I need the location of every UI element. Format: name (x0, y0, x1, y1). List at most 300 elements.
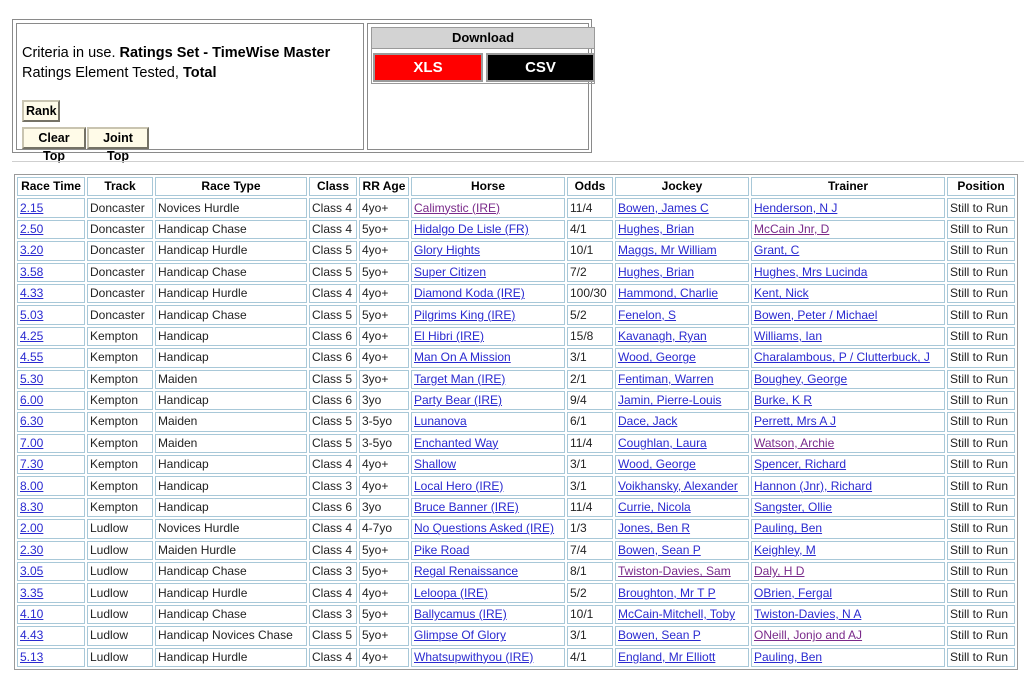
rr-age-cell: 5yo+ (359, 541, 409, 560)
position-cell: Still to Run (947, 284, 1015, 303)
track-cell: Ludlow (87, 648, 153, 667)
horse-link[interactable]: Pike Road (414, 542, 470, 557)
horse-cell (411, 241, 565, 260)
trainer-link[interactable]: Spencer, Richard (754, 457, 847, 472)
jockey-link[interactable]: Fenelon, S (618, 307, 677, 322)
xls-download-button[interactable]: XLS (373, 53, 483, 82)
race-time-link[interactable]: 2.50 (20, 221, 44, 236)
odds-cell: 4/1 (567, 648, 613, 667)
jockey-link[interactable]: Kavanagh, Ryan (618, 328, 707, 343)
trainer-cell (751, 455, 945, 474)
jockey-link[interactable]: Bowen, Sean P (618, 542, 701, 557)
position-cell: Still to Run (947, 348, 1015, 367)
jockey-link[interactable]: Currie, Nicola (618, 500, 691, 515)
rr-age-cell: 3-5yo (359, 412, 409, 431)
jockey-link[interactable]: Dace, Jack (618, 414, 678, 429)
rr-age-cell: 3-5yo (359, 434, 409, 453)
race-type-cell: Handicap Chase (155, 220, 307, 239)
horse-cell (411, 648, 565, 667)
horse-link[interactable]: Regal Renaissance (414, 564, 519, 579)
jockey-cell (615, 583, 749, 602)
ratings-element-value: Total (182, 65, 217, 81)
jockey-link[interactable]: Hughes, Brian (618, 264, 695, 279)
horse-cell (411, 198, 565, 217)
race-time-cell (17, 391, 85, 410)
jockey-link[interactable]: Broughton, Mr T P (618, 585, 716, 600)
download-title: Download (371, 27, 595, 49)
race-time-cell (17, 263, 85, 282)
trainer-link[interactable]: Hughes, Mrs Lucinda (754, 264, 868, 279)
class-cell: Class 4 (309, 541, 357, 560)
table-row (17, 626, 1015, 645)
rr-age-cell: 4yo+ (359, 241, 409, 260)
race-time-cell (17, 626, 85, 645)
race-type-cell: Handicap (155, 498, 307, 517)
trainer-cell (751, 605, 945, 624)
column-header[interactable]: Horse (411, 177, 565, 196)
rr-age-cell: 4yo+ (359, 348, 409, 367)
jockey-cell (615, 541, 749, 560)
race-type-cell: Handicap Hurdle (155, 648, 307, 667)
position-cell: Still to Run (947, 391, 1015, 410)
odds-cell: 2/1 (567, 370, 613, 389)
trainer-link[interactable]: Grant, C (754, 243, 800, 258)
table-row (17, 391, 1015, 410)
track-cell: Ludlow (87, 583, 153, 602)
class-cell: Class 5 (309, 626, 357, 645)
odds-cell: 3/1 (567, 476, 613, 495)
column-header[interactable]: Race Time (17, 177, 85, 196)
table-row (17, 519, 1015, 538)
race-time-link[interactable]: 3.05 (20, 564, 44, 579)
csv-download-button[interactable]: CSV (486, 53, 595, 82)
jockey-link[interactable]: Wood, George (618, 457, 696, 472)
race-time-cell (17, 519, 85, 538)
class-cell: Class 6 (309, 391, 357, 410)
horse-link[interactable]: Ballycamus (IRE) (414, 607, 507, 621)
odds-cell: 4/1 (567, 220, 613, 239)
rr-age-cell: 4-7yo (359, 519, 409, 538)
jockey-link[interactable]: Coughlan, Laura (618, 435, 707, 450)
race-time-cell (17, 327, 85, 346)
track-cell: Kempton (87, 370, 153, 389)
race-time-link[interactable]: 4.55 (20, 350, 44, 365)
table-row (17, 241, 1015, 260)
race-time-link[interactable]: 5.30 (20, 371, 44, 386)
class-cell: Class 6 (309, 348, 357, 367)
table-row (17, 412, 1015, 431)
position-cell: Still to Run (947, 370, 1015, 389)
jockey-cell (615, 348, 749, 367)
column-header[interactable]: Odds (567, 177, 613, 196)
trainer-link[interactable]: Perrett, Mrs A J (754, 414, 837, 429)
jockey-cell (615, 305, 749, 324)
trainer-cell (751, 519, 945, 538)
race-type-cell: Handicap Novices Chase (155, 626, 307, 645)
race-type-cell: Handicap (155, 455, 307, 474)
track-cell: Ludlow (87, 519, 153, 538)
track-cell: Doncaster (87, 263, 153, 282)
rr-age-cell: 4yo+ (359, 476, 409, 495)
horse-link[interactable]: Calimystic (IRE) (414, 200, 500, 215)
class-cell: Class 5 (309, 241, 357, 260)
horse-link[interactable]: El Hibri (IRE) (414, 328, 485, 343)
horse-link[interactable]: Hidalgo De Lisle (FR) (414, 221, 529, 236)
position-cell: Still to Run (947, 541, 1015, 560)
track-cell: Kempton (87, 476, 153, 495)
trainer-link[interactable]: Pauling, Ben (754, 649, 823, 664)
column-header[interactable]: Track (87, 177, 153, 196)
race-type-cell: Handicap (155, 476, 307, 495)
jockey-cell (615, 476, 749, 495)
table-row (17, 327, 1015, 346)
jockey-cell (615, 412, 749, 431)
race-time-link[interactable]: 4.33 (20, 286, 44, 301)
horse-link[interactable]: Shallow (414, 457, 457, 472)
horse-link[interactable]: Glory Hights (414, 243, 481, 258)
horse-cell (411, 498, 565, 517)
jockey-link[interactable]: Voikhansky, Alexander (618, 478, 738, 493)
race-type-cell: Novices Hurdle (155, 519, 307, 538)
trainer-cell (751, 391, 945, 410)
race-time-link[interactable]: 2.00 (20, 521, 44, 536)
race-time-cell (17, 541, 85, 560)
trainer-cell (751, 284, 945, 303)
position-cell: Still to Run (947, 583, 1015, 602)
criteria-text (22, 43, 330, 83)
track-cell: Doncaster (87, 220, 153, 239)
joint-top-button[interactable]: Joint Top (87, 127, 149, 149)
race-type-cell: Handicap (155, 327, 307, 346)
race-time-link[interactable]: 4.43 (20, 628, 44, 643)
horse-cell (411, 434, 565, 453)
odds-cell: 3/1 (567, 626, 613, 645)
jockey-cell (615, 519, 749, 538)
race-time-cell (17, 434, 85, 453)
horse-link[interactable]: Bruce Banner (IRE) (414, 500, 519, 515)
criteria-panel (12, 19, 592, 163)
horse-link[interactable]: Man On A Mission (414, 350, 511, 365)
table-row (17, 583, 1015, 602)
track-cell: Kempton (87, 455, 153, 474)
race-time-link[interactable]: 5.13 (20, 649, 44, 664)
horse-cell (411, 370, 565, 389)
track-cell: Ludlow (87, 605, 153, 624)
horse-cell (411, 562, 565, 581)
rr-age-cell: 3yo+ (359, 370, 409, 389)
race-time-cell (17, 220, 85, 239)
table-row (17, 541, 1015, 560)
race-time-link[interactable]: 6.30 (20, 414, 44, 429)
trainer-link[interactable]: Hannon (Jnr), Richard (754, 478, 873, 493)
class-cell: Class 3 (309, 562, 357, 581)
odds-cell: 100/30 (567, 284, 613, 303)
race-time-cell (17, 284, 85, 303)
horse-cell (411, 305, 565, 324)
jockey-cell (615, 455, 749, 474)
trainer-link[interactable]: Charalambous, P / Clutterbuck, J (754, 350, 930, 365)
odds-cell: 5/2 (567, 583, 613, 602)
race-time-link[interactable]: 4.10 (20, 607, 44, 621)
jockey-cell (615, 391, 749, 410)
class-cell: Class 4 (309, 648, 357, 667)
horse-link[interactable]: Enchanted Way (414, 435, 499, 450)
races-table (14, 174, 1018, 670)
race-time-link[interactable]: 7.30 (20, 457, 44, 472)
race-time-cell (17, 305, 85, 324)
jockey-cell (615, 241, 749, 260)
trainer-link[interactable]: Pauling, Ben (754, 521, 823, 536)
divider (12, 161, 1024, 162)
trainer-cell (751, 626, 945, 645)
race-time-link[interactable]: 8.30 (20, 500, 44, 515)
horse-link[interactable]: Whatsupwithyou (IRE) (414, 649, 534, 664)
horse-cell (411, 519, 565, 538)
odds-cell: 8/1 (567, 562, 613, 581)
horse-cell (411, 476, 565, 495)
horse-cell (411, 605, 565, 624)
track-cell: Kempton (87, 434, 153, 453)
position-cell: Still to Run (947, 519, 1015, 538)
race-time-link[interactable]: 4.25 (20, 328, 44, 343)
trainer-cell (751, 263, 945, 282)
trainer-link[interactable]: Bowen, Peter / Michael (754, 307, 878, 322)
trainer-cell (751, 583, 945, 602)
trainer-link[interactable]: ONeill, Jonjo and AJ (754, 628, 863, 643)
jockey-link[interactable]: Maggs, Mr William (618, 243, 717, 258)
track-cell: Kempton (87, 327, 153, 346)
race-time-cell (17, 348, 85, 367)
class-cell: Class 4 (309, 284, 357, 303)
column-header[interactable]: Class (309, 177, 357, 196)
jockey-link[interactable]: McCain-Mitchell, Toby (618, 607, 736, 621)
trainer-link[interactable]: Henderson, N J (754, 200, 838, 215)
rr-age-cell: 3yo (359, 498, 409, 517)
class-cell: Class 6 (309, 498, 357, 517)
trainer-link[interactable]: Watson, Archie (754, 435, 835, 450)
rr-age-cell: 4yo+ (359, 284, 409, 303)
horse-link[interactable]: Pilgrims King (IRE) (414, 307, 516, 322)
odds-cell: 7/2 (567, 263, 613, 282)
race-time-cell (17, 241, 85, 260)
ratings-element-prefix: Ratings Element Tested, (22, 65, 179, 81)
horse-link[interactable]: Party Bear (IRE) (414, 393, 503, 408)
class-cell: Class 5 (309, 305, 357, 324)
jockey-link[interactable]: Fentiman, Warren (618, 371, 714, 386)
horse-link[interactable]: Lunanova (414, 414, 467, 429)
trainer-link[interactable]: Sangster, Ollie (754, 500, 833, 515)
table-row (17, 648, 1015, 667)
race-time-cell (17, 412, 85, 431)
class-cell: Class 3 (309, 476, 357, 495)
race-type-cell: Handicap Chase (155, 305, 307, 324)
jockey-link[interactable]: Bowen, James C (618, 200, 709, 215)
table-row (17, 284, 1015, 303)
class-cell: Class 4 (309, 220, 357, 239)
table-row (17, 198, 1015, 217)
trainer-link[interactable]: OBrien, Fergal (754, 585, 833, 600)
horse-cell (411, 348, 565, 367)
trainer-cell (751, 648, 945, 667)
rr-age-cell: 5yo+ (359, 605, 409, 624)
odds-cell: 9/4 (567, 391, 613, 410)
race-type-cell: Handicap Hurdle (155, 583, 307, 602)
race-time-cell (17, 455, 85, 474)
criteria-prefix: Criteria in use. (22, 45, 116, 61)
rr-age-cell: 5yo+ (359, 220, 409, 239)
horse-link[interactable]: Diamond Koda (IRE) (414, 286, 525, 301)
horse-cell (411, 583, 565, 602)
race-type-cell: Novices Hurdle (155, 198, 307, 217)
track-cell: Doncaster (87, 198, 153, 217)
jockey-link[interactable]: Hammond, Charlie (618, 286, 719, 301)
trainer-cell (751, 348, 945, 367)
table-row (17, 220, 1015, 239)
jockey-link[interactable]: Wood, George (618, 350, 696, 365)
race-time-link[interactable]: 8.00 (20, 478, 44, 493)
horse-link[interactable]: Local Hero (IRE) (414, 478, 504, 493)
odds-cell: 7/4 (567, 541, 613, 560)
jockey-link[interactable]: Jamin, Pierre-Louis (618, 393, 722, 408)
race-time-link[interactable]: 5.03 (20, 307, 44, 322)
race-time-link[interactable]: 3.20 (20, 243, 44, 258)
race-time-cell (17, 648, 85, 667)
race-time-link[interactable]: 2.30 (20, 542, 44, 557)
trainer-link[interactable]: McCain Jnr, D (754, 221, 830, 236)
horse-cell (411, 412, 565, 431)
column-header[interactable]: Position (947, 177, 1015, 196)
class-cell: Class 4 (309, 583, 357, 602)
race-type-cell: Handicap Hurdle (155, 241, 307, 260)
position-cell: Still to Run (947, 455, 1015, 474)
criteria-cell (16, 23, 364, 163)
column-header[interactable]: Jockey (615, 177, 749, 196)
rank-button[interactable]: Rank (22, 100, 60, 122)
trainer-cell (751, 220, 945, 239)
class-cell: Class 5 (309, 263, 357, 282)
horse-link[interactable]: Glimpse Of Glory (414, 628, 507, 643)
jockey-link[interactable]: Hughes, Brian (618, 221, 695, 236)
track-cell: Ludlow (87, 541, 153, 560)
jockey-link[interactable]: Twiston-Davies, Sam (618, 564, 731, 579)
trainer-cell (751, 305, 945, 324)
horse-link[interactable]: Target Man (IRE) (414, 371, 506, 386)
clear-top-button[interactable]: Clear Top (22, 127, 86, 149)
jockey-cell (615, 498, 749, 517)
race-time-link[interactable]: 2.15 (20, 200, 44, 215)
rr-age-cell: 4yo+ (359, 455, 409, 474)
ratings-set-label: Ratings Set - TimeWise Master (119, 45, 331, 61)
table-row (17, 370, 1015, 389)
download-cell (367, 23, 589, 150)
horse-link[interactable]: No Questions Asked (IRE) (414, 521, 555, 536)
rr-age-cell: 5yo+ (359, 562, 409, 581)
trainer-link[interactable]: Williams, Ian (754, 328, 823, 343)
rr-age-cell: 5yo+ (359, 305, 409, 324)
jockey-link[interactable]: England, Mr Elliott (618, 649, 716, 664)
trainer-link[interactable]: Boughey, George (754, 371, 848, 386)
trainer-cell (751, 327, 945, 346)
race-type-cell: Handicap Chase (155, 263, 307, 282)
odds-cell: 6/1 (567, 412, 613, 431)
table-row (17, 263, 1015, 282)
race-time-link[interactable]: 3.58 (20, 264, 44, 279)
horse-cell (411, 284, 565, 303)
race-time-link[interactable]: 6.00 (20, 393, 44, 408)
trainer-link[interactable]: Burke, K R (754, 393, 813, 408)
race-time-cell (17, 476, 85, 495)
track-cell: Kempton (87, 391, 153, 410)
table-row (17, 498, 1015, 517)
jockey-cell (615, 370, 749, 389)
track-cell: Doncaster (87, 241, 153, 260)
jockey-cell (615, 605, 749, 624)
track-cell: Ludlow (87, 626, 153, 645)
position-cell: Still to Run (947, 498, 1015, 517)
odds-cell: 11/4 (567, 498, 613, 517)
class-cell: Class 4 (309, 519, 357, 538)
column-header[interactable]: Race Type (155, 177, 307, 196)
class-cell: Class 4 (309, 455, 357, 474)
column-header[interactable]: Trainer (751, 177, 945, 196)
race-time-cell (17, 198, 85, 217)
jockey-link[interactable]: Bowen, Sean P (618, 628, 701, 643)
table-row (17, 562, 1015, 581)
horse-cell (411, 220, 565, 239)
trainer-cell (751, 241, 945, 260)
race-time-link[interactable]: 7.00 (20, 435, 44, 450)
trainer-cell (751, 370, 945, 389)
jockey-cell (615, 434, 749, 453)
race-type-cell: Handicap Chase (155, 605, 307, 624)
track-cell: Ludlow (87, 562, 153, 581)
column-header[interactable]: RR Age (359, 177, 409, 196)
odds-cell: 15/8 (567, 327, 613, 346)
trainer-link[interactable]: Keighley, M (754, 542, 816, 557)
jockey-link[interactable]: Jones, Ben R (618, 521, 691, 536)
horse-link[interactable]: Leloopa (IRE) (414, 585, 489, 600)
class-cell: Class 4 (309, 198, 357, 217)
horse-link[interactable]: Super Citizen (414, 264, 487, 279)
rr-age-cell: 4yo+ (359, 583, 409, 602)
table-row (17, 434, 1015, 453)
position-cell: Still to Run (947, 648, 1015, 667)
trainer-link[interactable]: Kent, Nick (754, 286, 809, 301)
position-cell: Still to Run (947, 241, 1015, 260)
position-cell: Still to Run (947, 476, 1015, 495)
trainer-link[interactable]: Daly, H D (754, 564, 805, 579)
race-time-cell (17, 370, 85, 389)
class-cell: Class 6 (309, 327, 357, 346)
trainer-cell (751, 412, 945, 431)
race-type-cell: Handicap (155, 348, 307, 367)
table-row (17, 305, 1015, 324)
race-time-link[interactable]: 3.35 (20, 585, 44, 600)
trainer-link[interactable]: Twiston-Davies, N A (754, 607, 862, 621)
table-header-row (17, 177, 1015, 196)
jockey-cell (615, 327, 749, 346)
jockey-cell (615, 626, 749, 645)
race-time-cell (17, 605, 85, 624)
horse-cell (411, 626, 565, 645)
race-time-cell (17, 583, 85, 602)
track-cell: Kempton (87, 498, 153, 517)
track-cell: Kempton (87, 412, 153, 431)
class-cell: Class 5 (309, 370, 357, 389)
position-cell: Still to Run (947, 263, 1015, 282)
position-cell: Still to Run (947, 434, 1015, 453)
odds-cell: 10/1 (567, 605, 613, 624)
